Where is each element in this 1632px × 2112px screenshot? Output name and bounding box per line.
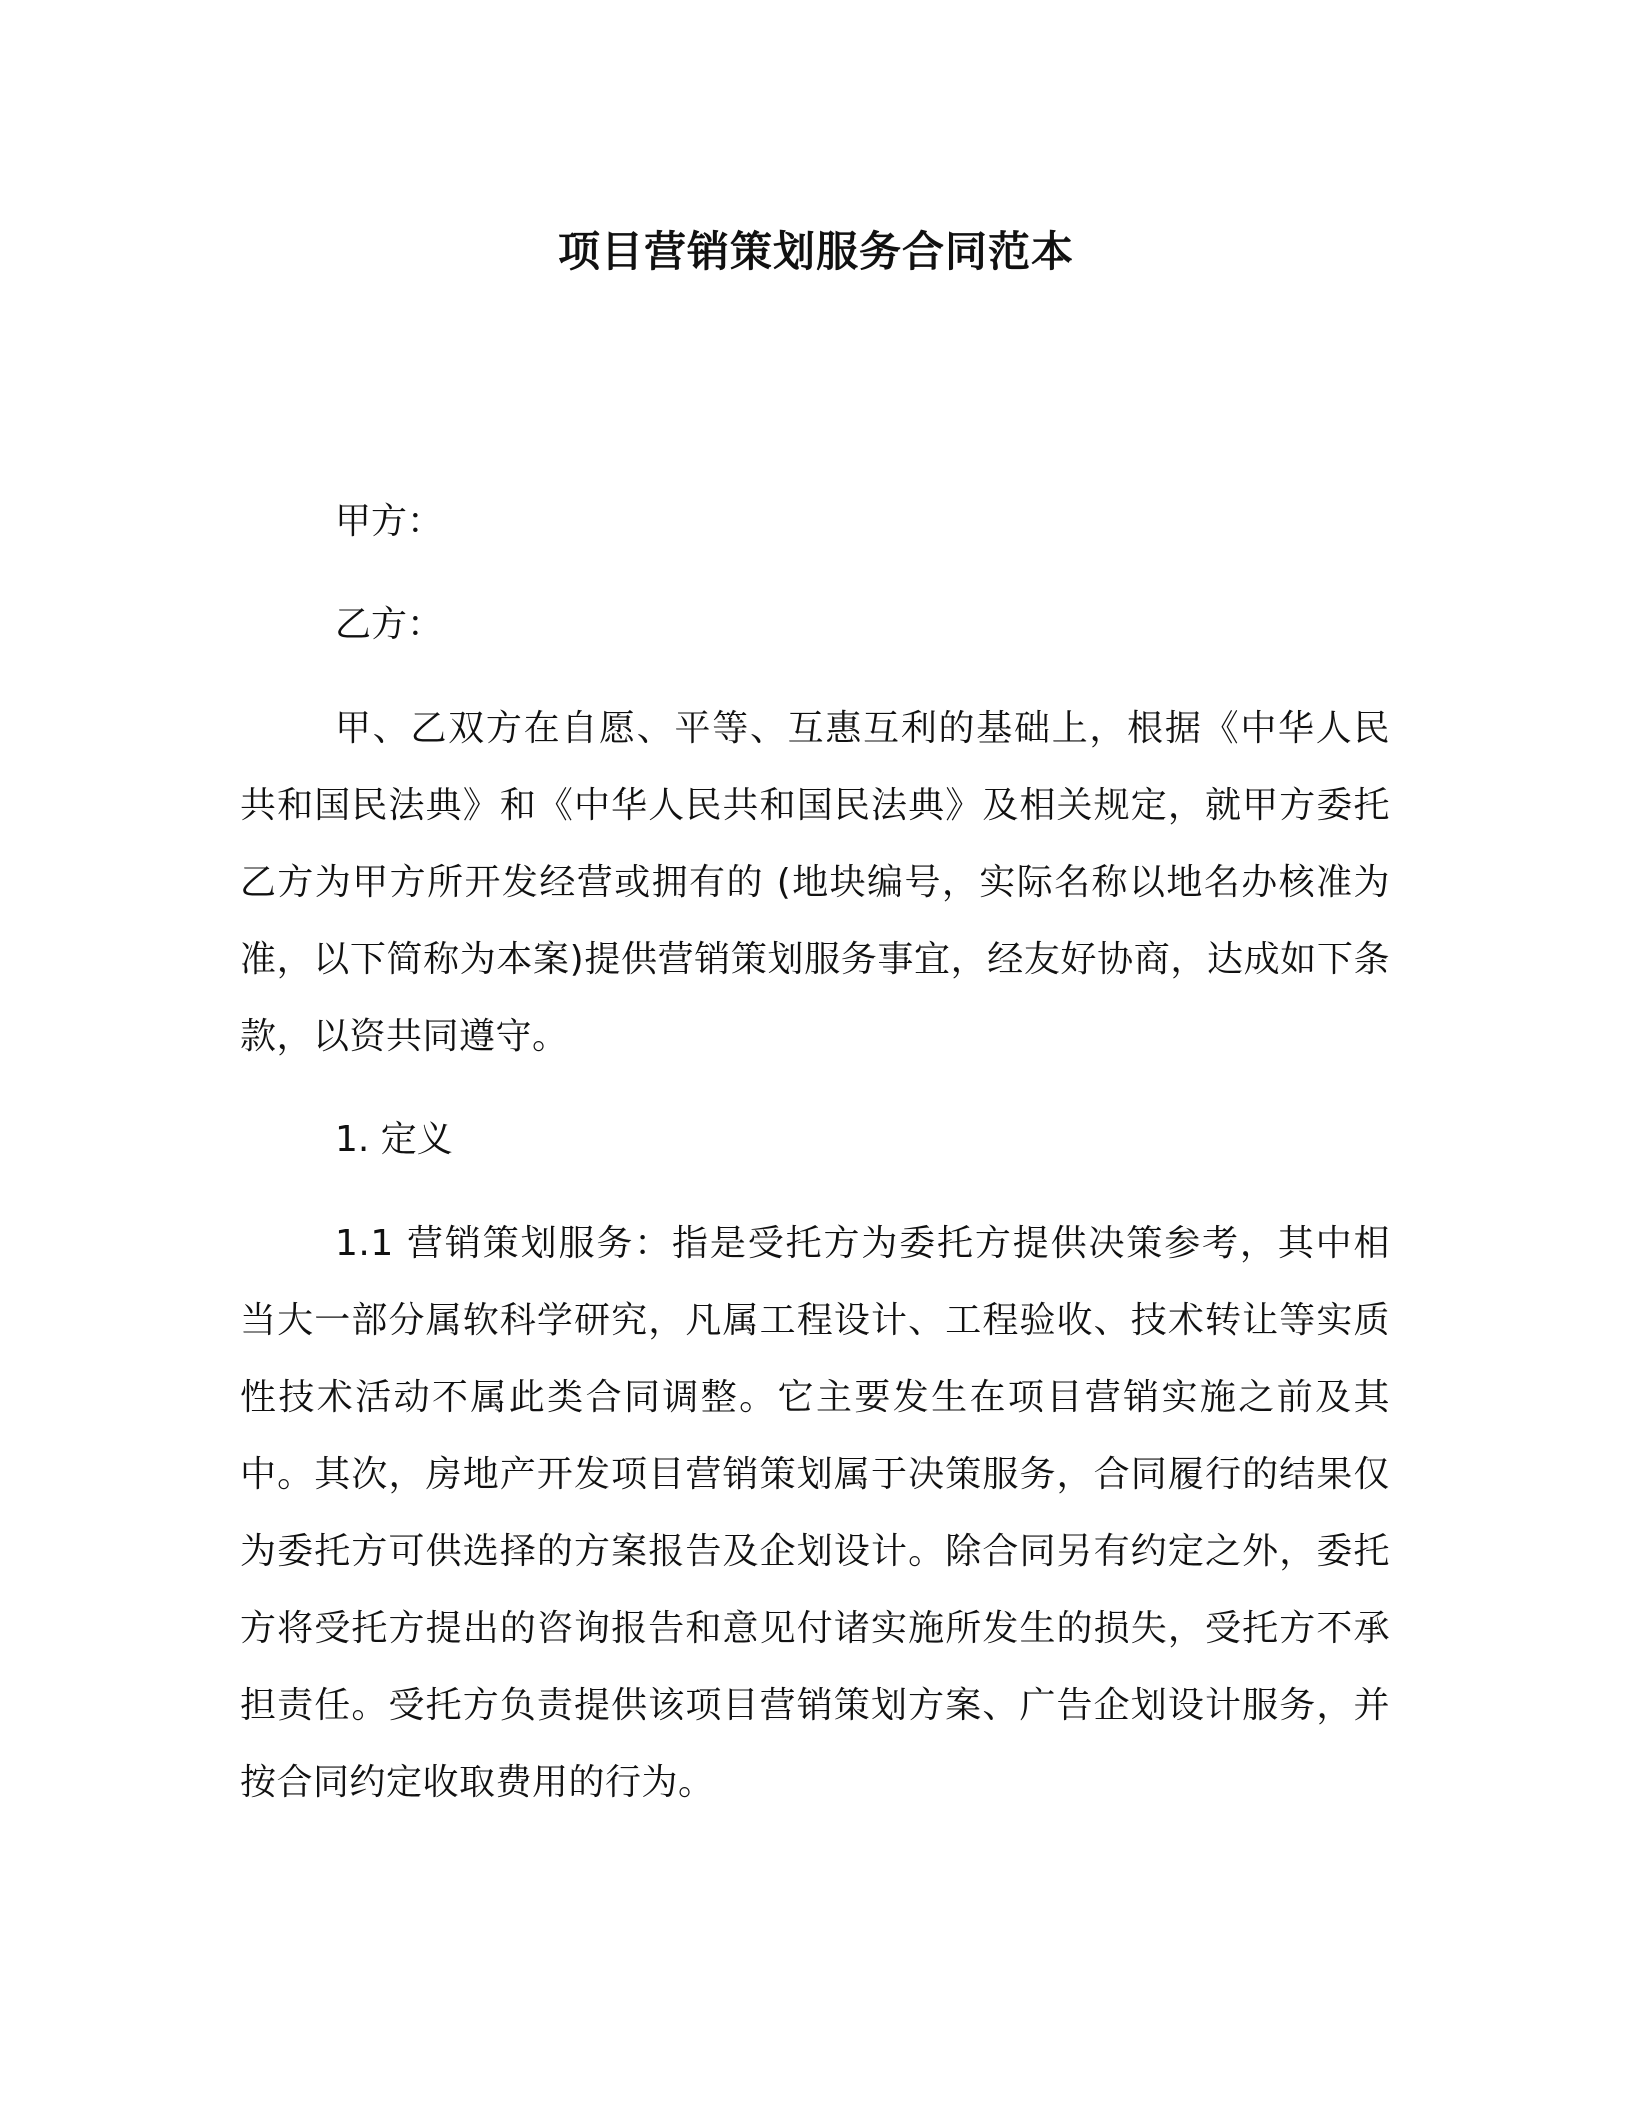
intro-paragraph: 甲、乙双方在自愿、平等、互惠互利的基础上，根据《中华人民共和国民法典》和《中华人民共和国民法典》及相关规定，就甲方委托乙方为甲方所开发经营或拥有的 (地块编号，实际名称以地名办核准为准，以下简称为本案)提供营销策划服务事宜，经友好协商，达成如下条款，以资共同遵守。 (240, 708, 1390, 1057)
document-title: 项目营销策划服务合同范本 (557, 227, 1074, 276)
party-b-label: 乙方： (335, 604, 444, 645)
party-a-label: 甲方： (335, 501, 444, 542)
section-heading-definitions: 1. 定义 (335, 1119, 453, 1160)
definition-paragraph: 1.1 营销策划服务：指是受托方为委托方提供决策参考，其中相当大一部分属软科学研究，凡属工程设计、工程验收、技术转让等实质性技术活动不属此类合同调整。它主要发生在项目营销实施之前及其中。其次，房地产开发项目营销策划属于决策服务，合同履行的结果仅为委托方可供选择的方案报告及企划设计。除合同另有约定之外，委托方将受托方提出的咨询报告和意见付诸实施所发生的损失，受托方不承担责任。受托方负责提供该项目营销策划方案、广告企划设计服务，并按合同约定收取费用的行为。 (240, 1223, 1390, 1803)
